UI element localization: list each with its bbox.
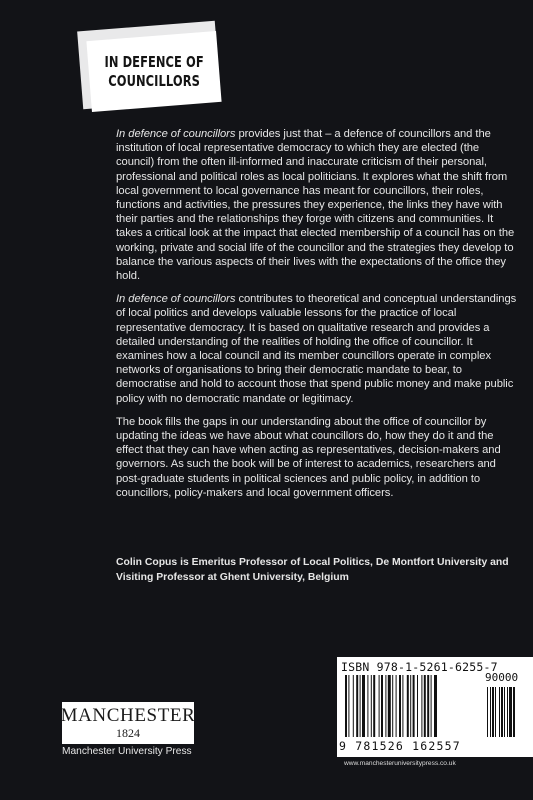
book-title-line-2: COUNCILLORS: [108, 71, 200, 90]
ean-digits: 9 781526 162557: [339, 739, 461, 753]
barcode-panel: [337, 657, 533, 757]
isbn-label: ISBN 978-1-5261-6255-7: [341, 660, 498, 674]
author-bio: Colin Copus is Emeritus Professor of Local Politics, De Montfort University and Visiting Professor at Ghent University, Belgium: [116, 557, 509, 583]
book-title-line-1: IN DEFENCE OF: [104, 52, 204, 71]
title-card: [86, 31, 221, 112]
logo-name: MANCHESTER: [60, 705, 196, 726]
italic-book-title: In defence of councillors: [116, 293, 236, 306]
publisher-name: Manchester University Press: [62, 746, 192, 757]
logo-year: 1824: [116, 726, 140, 740]
blurb-text: provides just that – a defence of councillors and the institution of local representative democracy to which they are elected (the council) from the often ill-informed and inaccurate criticism of their personal, professional and political roles as local politicians. It explores what the shift from local government to local governance has meant for councillors, their roles, functions and activities, the pressures they experience, the links they have with their parties and the relationships they forge with citizens and communities. It takes a critical look at the impact that elected membership of a council has on the working, private and social life of the councillor and the strategies they develop to balance the various aspects of their lives with the expectations of the office they hold.: [116, 128, 515, 283]
blurb: [116, 127, 520, 509]
manchester-logo: [62, 702, 194, 744]
publisher-url: www.manchesteruniversitypress.co.uk: [344, 760, 456, 767]
barcode-bars: [337, 671, 533, 741]
blurb-paragraph-1: [116, 127, 520, 283]
book-title: [104, 52, 203, 90]
blurb-text: contributes to theoretical and conceptual understandings of local politics and develops valuable lessons for the practice of local representative democracy. It is based on qualitative research and provides a detailed understanding of the realities of holding the office of councillor. It examines how a local council and its member councillors operate in complex networks of organisations to bring their democratic mandate to bear, to democratise and hold to account those that spend public money and make public policy with no democratic mandate or legitimacy.: [116, 293, 517, 405]
price-code: 90000: [485, 671, 519, 684]
blurb-paragraph-3: The book fills the gaps in our understanding about the office of councillor by updating the ideas we have about what councillors do, how they do it and the effect that they can have when acting as representatives, decision-makers and governors. As such the book will be of interest to academics, researchers and post-graduate students in political sciences and public policy, in addition to councillors, policy-makers and local government officers.: [116, 415, 501, 499]
blurb-paragraph-2: [116, 292, 520, 406]
italic-book-title: In defence of councillors: [116, 128, 236, 140]
